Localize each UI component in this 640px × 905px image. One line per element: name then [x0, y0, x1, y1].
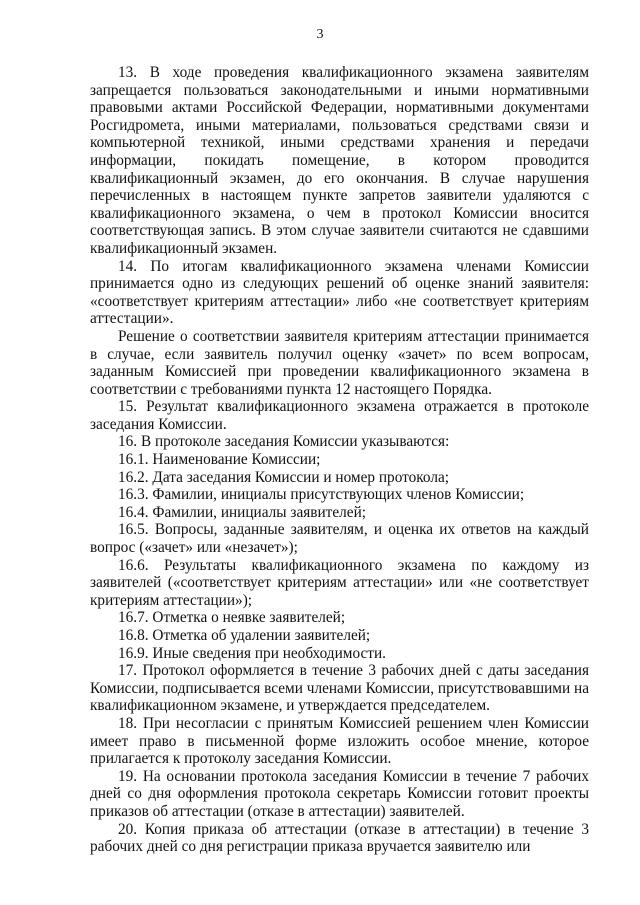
paragraph-16-3: 16.3. Фамилии, инициалы присутствующих членов Комиссии; — [118, 486, 525, 504]
paragraph-20: 20. Копия приказа об аттестации (отказе в аттестации) в течение 3 рабочих дней со дня регистрации приказа вручается заявителю или — [90, 820, 589, 856]
paragraph-16-2: 16.2. Дата заседания Комиссии и номер протокола; — [118, 468, 450, 486]
document-body — [90, 64, 589, 856]
paragraph-16-7: 16.7. Отметка о неявке заявителей; — [118, 609, 346, 627]
paragraph-18: 18. При несогласии с принятым Комиссией решением член Комиссии имеет право в письменной форме изложить особое мнение, которое прилагается к протоколу заседания Комиссии. — [90, 714, 589, 768]
paragraph-16-9: 16.9. Иные сведения при необходимости. — [118, 644, 386, 662]
paragraph-16-8: 16.8. Отметка об удалении заявителей; — [118, 627, 371, 644]
paragraph-16-5: 16.5. Вопросы, заданные заявителям, и оценка их ответов на каждый вопрос («зачет» или «незачет»); — [90, 521, 589, 557]
paragraph-16: 16. В протоколе заседания Комиссии указываются: — [118, 433, 450, 451]
paragraph-16-4: 16.4. Фамилии, инициалы заявителей; — [118, 503, 367, 521]
paragraph-14-decision: Решение о соответствии заявителя критериям аттестации принимается в случае, если заявитель получил оценку «зачет» по всем вопросам, заданным Комиссией при проведении квалификационного экзамена в соответствии с требованиями пункта 12 настоящего Порядка. — [90, 327, 589, 398]
paragraph-13: 13. В ходе проведения квалификационного экзамена заявителям запрещается пользоваться законодательными и иными нормативными правовыми актами Российской Федерации, нормативными документами Росгидромета, иными материалами, пользоваться средствами связи и компьютерной техникой, иными средствами хранения и передачи информации, покидать помещение, в котором проводится квалификационный экзамен, до его окончания. В случае нарушения перечисленных в настоящем пункте запретов заявители удаляются с квалификационного экзамена, о чем в протокол Комиссии вносится соответствующая запись. В этом случае заявители считаются не сдавшими квалификационный экзамен. — [90, 64, 589, 257]
paragraph-15: 15. Результат квалификационного экзамена отражается в протоколе заседания Комиссии. — [90, 398, 589, 433]
paragraph-16-6: 16.6. Результаты квалификационного экзамена по каждому из заявителей («соответствует критериям аттестации» или «не соответствует критериям аттестации»); — [90, 556, 589, 609]
page-number: 3 — [316, 27, 324, 42]
paragraph-19: 19. На основании протокола заседания Комиссии в течение 7 рабочих дней со дня оформления протокола секретарь Комиссии готовит проекты приказов об аттестации (отказе в аттестации) заявителей. — [90, 767, 589, 820]
paragraph-14: 14. По итогам квалификационного экзамена членами Комиссии принимается одно из следующих решений об оценке знаний заявителя: «соответствует критериям аттестации» либо «не соответствует критериям аттестации». — [90, 257, 589, 328]
paragraph-17: 17. Протокол оформляется в течение 3 рабочих дней с даты заседания Комиссии, подписывается всеми членами Комиссии, присутствовавшими на квалификационном экзамене, и утверждается председателем. — [90, 662, 589, 715]
paragraph-16-1: 16.1. Наименование Комиссии; — [118, 451, 321, 469]
